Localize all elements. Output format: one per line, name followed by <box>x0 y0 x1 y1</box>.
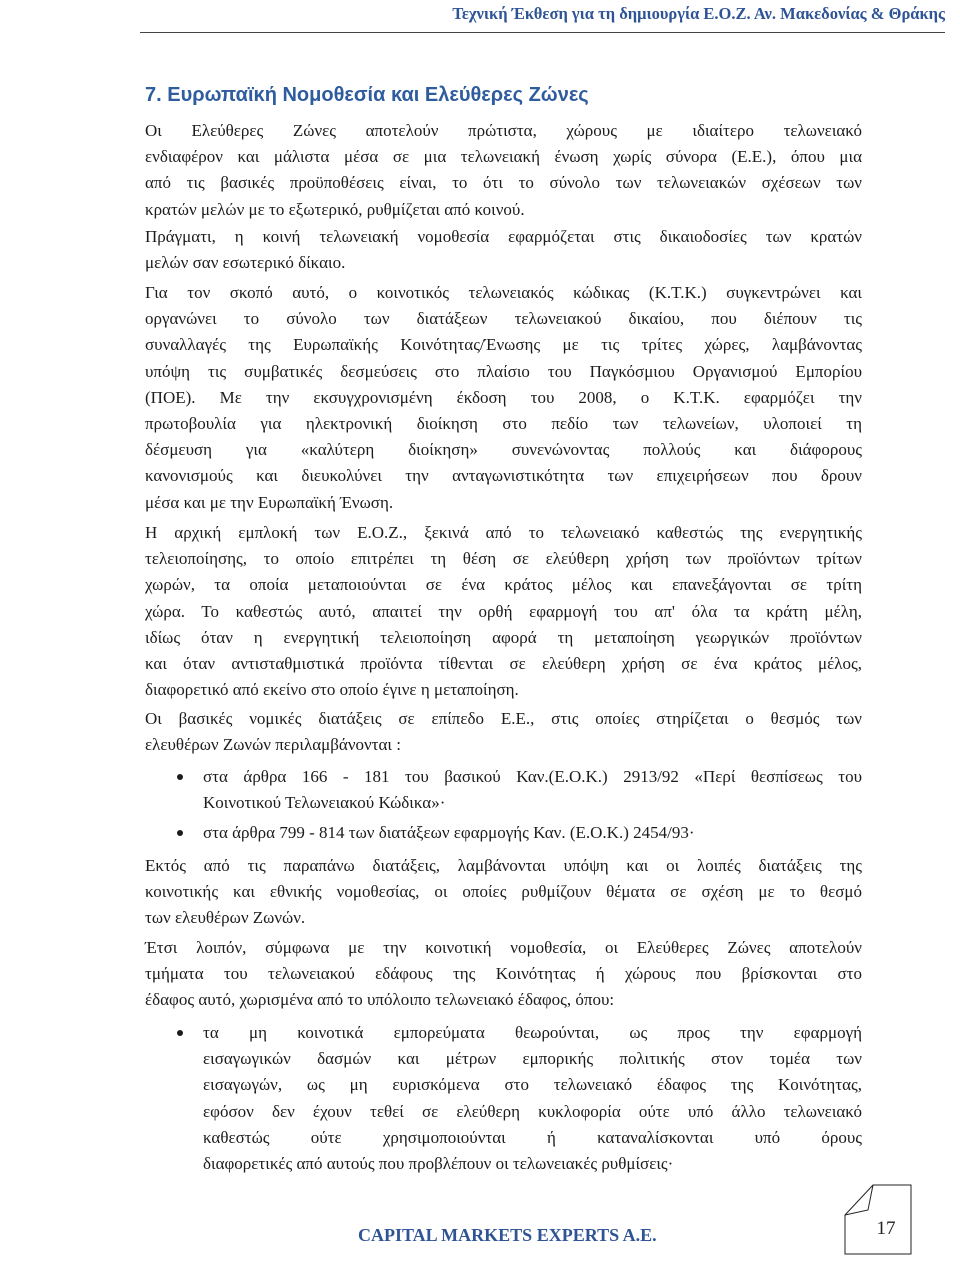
paragraph <box>145 706 862 758</box>
paragraph <box>145 224 862 276</box>
bullet-item <box>203 764 862 816</box>
text-line: διαφορετικό από εκείνο στο οποίο έγινε η μεταποίηση. <box>145 680 519 700</box>
text-line: τμήματα του τελωνειακού εδάφους της Κοινότητας ή χώρους που βρίσκονται στο <box>145 964 862 984</box>
text-line: (ΠΟΕ). Με την εκσυγχρονισμένη έκδοση του 2008, ο Κ.Τ.Κ. εφαρμόζει την <box>145 387 862 407</box>
paragraph <box>145 520 862 703</box>
text-line: Πράγματι, η κοινή τελωνειακή νομοθεσία εφαρμόζεται στις δικαιοδοσίες των κρατών <box>145 227 862 246</box>
paragraph <box>145 280 862 516</box>
text-line: μελών σαν εσωτερικό δίκαιο. <box>145 253 346 273</box>
text-line: ελευθέρων Ζωνών περιλαμβάνονται : <box>145 735 401 755</box>
text-line: χωρών, τα οποία μεταποιούνται σε ένα κράτος μέλος και επανεξάγονται σε τρίτη <box>145 575 862 595</box>
bullet-item <box>203 1020 862 1177</box>
bullet-icon <box>177 1030 183 1036</box>
text-line: κοινοτικής και εθνικής νομοθεσίας, οι οποίες ρυθμίζουν θέματα σε σχέση με το θεσμό <box>145 882 862 902</box>
text-line: ενδιαφέρον και μάλιστα μέσα σε μια τελωνειακή ένωση χωρίς σύνορα (Ε.Ε.), όπου μια <box>145 147 862 167</box>
text-line: Οι βασικές νομικές διατάξεις σε επίπεδο Ε.Ε., στις οποίες στηρίζεται ο θεσμός των <box>145 709 862 728</box>
bullet-item <box>203 820 862 846</box>
paragraph-intro <box>145 118 862 223</box>
text-line: εισαγωγικών δασμών και μέτρων εμπορικής πολιτικής στον τομέα των <box>203 1049 862 1069</box>
text-line: τα μη κοινοτικά εμπορεύματα θεωρούνται, ως προς την εφαρμογή <box>203 1023 862 1042</box>
text-line: χώρα. Το καθεστώς αυτό, απαιτεί την ορθή εφαρμογή του απ' όλα τα κράτη μέλη, <box>145 601 862 621</box>
page-number: 17 <box>876 1218 896 1239</box>
text-line: Εκτός από τις παραπάνω διατάξεις, λαμβάνονται υπόψη και οι λοιπές διατάξεις της <box>145 856 862 875</box>
text-line: καθεστώς ούτε χρησιμοποιούνται ή καταναλίσκονται υπό όρους <box>203 1127 862 1147</box>
text-line: συναλλαγές της Ευρωπαϊκής Κοινότητας/Ένωσης με τις τρίτες χώρες, λαμβάνοντας <box>145 335 862 355</box>
text-line: υπόψη τις συμβατικές δεσμεύσεις στο πλαίσιο του Παγκόσμιου Οργανισμού Εμπορίου <box>145 361 862 381</box>
text-line: δέσμευση για «καλύτερη διοίκηση» συνενώνοντας πολλούς και διάφορους <box>145 440 862 460</box>
text-line: έδαφος αυτό, χωρισμένα από το υπόλοιπο τελωνειακό έδαφος, όπου: <box>145 990 615 1010</box>
section-heading: 7. Ευρωπαϊκή Νομοθεσία και Ελεύθερες Ζώνες <box>145 84 589 106</box>
text-line: Οι Ελεύθερες Ζώνες αποτελούν πρώτιστα, χώρους με ιδιαίτερο τελωνειακό <box>145 121 862 140</box>
text-line: από τις βασικές προϋποθέσεις είναι, το ότι το σύνολο των τελωνειακών σχέσεων των <box>145 173 862 193</box>
text-line: Για τον σκοπό αυτό, ο κοινοτικός τελωνειακός κώδικας (Κ.Τ.Κ.) συγκεντρώνει και <box>145 283 862 302</box>
text-line: οργανώνει το σύνολο των διατάξεων τελωνειακού δικαίου, που διέπουν τις <box>145 309 862 329</box>
text-line: εφόσον δεν έχουν τεθεί σε ελεύθερη κυκλοφορία ούτε υπό άλλο τελωνειακό <box>203 1101 862 1121</box>
paragraph <box>145 853 862 932</box>
footer-company: CAPITAL MARKETS EXPERTS A.E. <box>358 1225 657 1245</box>
text-line: διαφορετικές από αυτούς που προβλέπουν οι τελωνειακές ρυθμίσεις· <box>203 1154 674 1174</box>
text-line: των ελευθέρων Ζωνών. <box>145 908 306 928</box>
text-line: Κοινοτικού Τελωνειακού Κώδικα»· <box>203 793 446 813</box>
bullet-icon <box>177 830 183 836</box>
text-line: και όταν αντισταθμιστικά προϊόντα τίθενται σε ελεύθερη χρήση σε ένα κράτος μέλος, <box>145 654 862 674</box>
text-line: Η αρχική εμπλοκή των Ε.Ο.Ζ., ξεκινά από το τελωνειακό καθεστώς της ενεργητικής <box>145 523 862 542</box>
text-line: κρατών μελών με το εξωτερικό, ρυθμίζεται από κοινού. <box>145 199 525 219</box>
text-line: τελειοποίησης, το οποίο επιτρέπει τη θέση σε ελεύθερη χρήση των προϊόντων τρίτων <box>145 549 862 569</box>
text-line: μέσα και με την Ευρωπαϊκή Ένωση. <box>145 492 394 512</box>
bullet-icon <box>177 774 183 780</box>
header-rule <box>140 32 945 33</box>
text-line: πρωτοβουλία για ηλεκτρονική διοίκηση στο πεδίο των τελωνείων, υλοποιεί τη <box>145 414 862 434</box>
text-line: στα άρθρα 166 - 181 του βασικού Καν.(Ε.Ο.Κ.) 2913/92 «Περί θεσπίσεως του <box>203 767 862 786</box>
text-line: στα άρθρα 799 - 814 των διατάξεων εφαρμογής Καν. (Ε.Ο.Κ.) 2454/93· <box>203 823 695 842</box>
text-line: Έτσι λοιπόν, σύμφωνα με την κοινοτική νομοθεσία, οι Ελεύθερες Ζώνες αποτελούν <box>145 938 862 957</box>
page-number-box <box>840 1180 918 1260</box>
running-header: Τεχνική Έκθεση για τη δημιουργία Ε.Ο.Ζ. Αν. Μακεδονίας & Θράκης <box>452 4 945 23</box>
text-line: ιδίως όταν η ενεργητική τελειοποίηση αφορά τη μεταποίηση γεωργικών προϊόντων <box>145 627 862 647</box>
paragraph <box>145 935 862 1014</box>
text-line: κανονισμούς και διευκολύνει την ανταγωνιστικότητα των επιχειρήσεων που δρουν <box>145 466 862 486</box>
text-line: εισαγωγών, ως μη ευρισκόμενα στο τελωνειακό έδαφος της Κοινότητας, <box>203 1075 862 1095</box>
